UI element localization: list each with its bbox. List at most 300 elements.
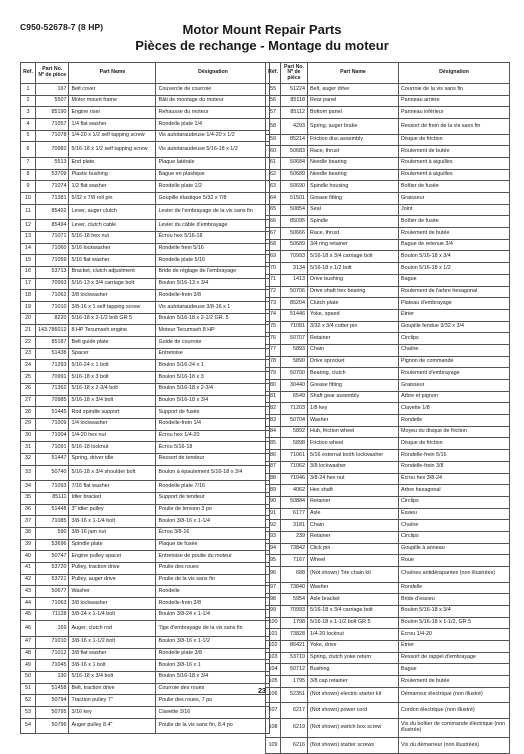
designation-cell: Clavette 1/8: [399, 403, 510, 415]
ref-cell: 98: [266, 594, 281, 606]
designation-cell: Graisseur: [399, 193, 510, 205]
designation-cell: Rondelle-frein 3/8: [399, 461, 510, 473]
table-row: [266, 321, 510, 333]
designation-cell: Couvercle de courroie: [156, 84, 270, 96]
table-row: [266, 629, 510, 641]
table-row: [266, 403, 510, 415]
part-no-cell: 85492: [36, 204, 69, 220]
designation-cell: Boulon 3/8-16 x 1-1/2: [156, 636, 270, 648]
ref-cell: 92: [266, 520, 281, 532]
part-no-cell: 6549: [281, 391, 308, 403]
ref-cell: 107: [266, 703, 281, 719]
part-no-cell: 70993: [281, 251, 308, 263]
ref-cell: 31: [21, 442, 36, 454]
part-name-cell: 5/16-18 x 1/2 self tapping screw: [69, 142, 156, 158]
part-name-cell: Lever, auger clutch: [69, 204, 156, 220]
part-name-cell: Motor mount frame: [69, 95, 156, 107]
part-no-cell: 71057: [36, 119, 69, 131]
part-no-cell: 50794: [36, 695, 69, 707]
header-part-no: Part No. Nº de pièce: [281, 63, 308, 84]
part-name-cell: 5/16-18 x 3/4 shoulder bolt: [69, 465, 156, 481]
part-name-cell: Spring, driver idle: [69, 453, 156, 465]
table-row: [21, 527, 270, 539]
part-no-cell: 5890: [281, 356, 308, 368]
designation-cell: Poulie des roues: [156, 562, 270, 574]
designation-cell: Boulon 5/16-18 x 3/4: [399, 251, 510, 263]
header-designation: Désignation: [156, 63, 270, 84]
part-no-cell: 85494: [36, 220, 69, 232]
part-name-cell: Spindle plate: [69, 539, 156, 551]
part-name-cell: Rod spindle support: [69, 407, 156, 419]
ref-cell: 95: [266, 555, 281, 567]
table-row: [21, 313, 270, 325]
part-no-cell: 71059: [36, 255, 69, 267]
ref-cell: 74: [266, 309, 281, 321]
part-name-cell: Spring, auger brake: [308, 119, 399, 135]
table-row: [21, 465, 270, 481]
designation-cell: Support de tendeur: [156, 492, 270, 504]
designation-cell: Courroie des roues: [156, 683, 270, 695]
ref-cell: 18: [21, 290, 36, 302]
designation-cell: Moyeu du disque de friction: [399, 426, 510, 438]
part-name-cell: Belt, auger drive: [308, 84, 399, 96]
table-row: [266, 286, 510, 298]
ref-cell: 15: [21, 255, 36, 267]
part-name-cell: Yoke, drive: [308, 640, 399, 652]
ref-cell: 70: [266, 263, 281, 275]
part-name-cell: Click pin: [308, 543, 399, 555]
designation-cell: Bague de retenue 3/4: [399, 239, 510, 251]
part-no-cell: 143.786012: [36, 325, 69, 337]
part-no-cell: 85112: [281, 107, 308, 119]
part-name-cell: 5/16-18 x 3/4 bolt: [69, 395, 156, 407]
designation-cell: Roue: [399, 555, 510, 567]
ref-cell: 109: [266, 738, 281, 754]
designation-cell: Rondelle plate 3/8: [156, 648, 270, 660]
part-name-cell: 3/8 lockwasher: [69, 290, 156, 302]
designation-cell: Cordon électrique (non illustré): [399, 703, 510, 719]
table-row: [266, 344, 510, 356]
ref-cell: 20: [21, 313, 36, 325]
part-no-cell: 1798: [281, 617, 308, 629]
table-row: [266, 119, 510, 135]
ref-cell: 36: [21, 504, 36, 516]
part-no-cell: 50707: [281, 333, 308, 345]
table-row: [266, 703, 510, 719]
designation-cell: Vis autotaraudeuse 3/8-16 x 1: [156, 302, 270, 314]
part-no-cell: 53709: [36, 169, 69, 181]
table-row: [266, 496, 510, 508]
table-row: [21, 621, 270, 637]
table-row: [266, 461, 510, 473]
designation-cell: Goupille à anneau: [399, 543, 510, 555]
designation-cell: Bâti de montage du moteur: [156, 95, 270, 107]
parts-table-left: [20, 62, 270, 734]
table-row: [21, 84, 270, 96]
designation-cell: Plaque de fusée: [156, 539, 270, 551]
designation-cell: Rondelle plate 5/16: [156, 255, 270, 267]
part-no-cell: 50884: [281, 496, 308, 508]
part-name-cell: Belt, traction drive: [69, 683, 156, 695]
designation-cell: Rondelle frein 5/16: [156, 243, 270, 255]
part-no-cell: 71203: [281, 403, 308, 415]
ref-cell: 71: [266, 274, 281, 286]
part-no-cell: 53696: [36, 539, 69, 551]
designation-cell: Moteur Tecumseh 8 HP: [156, 325, 270, 337]
table-row: [266, 181, 510, 193]
part-no-cell: 50706: [281, 286, 308, 298]
designation-cell: Clavette 3/16: [156, 707, 270, 719]
ref-cell: 51: [21, 683, 36, 695]
ref-cell: 10: [21, 193, 36, 205]
ref-cell: 73: [266, 298, 281, 310]
table-row: [266, 738, 510, 754]
part-name-cell: Bottom panel: [308, 107, 399, 119]
header-ref: Réf.: [266, 63, 281, 84]
designation-cell: Ressort de frein de la vis sans fin: [399, 119, 510, 135]
table-row: [266, 426, 510, 438]
table-row: [266, 146, 510, 158]
designation-cell: Bride d'essieu: [399, 594, 510, 606]
table-row: [266, 567, 510, 583]
part-name-cell: 5/16-18 x 3 bolt: [69, 372, 156, 384]
part-name-cell: Bushing: [308, 664, 399, 676]
designation-cell: Écrou hex 5/16-18: [156, 231, 270, 243]
part-no-cell: 71045: [36, 660, 69, 672]
ref-cell: 32: [21, 453, 36, 465]
part-name-cell: (Not shown) power cord: [308, 703, 399, 719]
designation-cell: Rondelle plate 7/16: [156, 481, 270, 493]
table-row: [21, 430, 270, 442]
ref-cell: 99: [266, 605, 281, 617]
part-no-cell: 85214: [281, 134, 308, 146]
table-row: [21, 442, 270, 454]
designation-cell: Boulon 3/8-24 x 1-1/4: [156, 609, 270, 621]
table-row: [266, 543, 510, 555]
ref-cell: 39: [21, 539, 36, 551]
part-name-cell: 3/8 lockwasher: [308, 461, 399, 473]
part-name-cell: Washer: [69, 586, 156, 598]
part-no-cell: 51224: [281, 84, 308, 96]
part-name-cell: 3/8-16 x 1 self tapping screw: [69, 302, 156, 314]
table-row: [21, 609, 270, 621]
part-no-cell: 85187: [36, 337, 69, 349]
designation-cell: Panneau inférieur: [399, 107, 510, 119]
designation-cell: Boulon 3/8-16 x 1: [156, 660, 270, 672]
table-row: [21, 107, 270, 119]
part-no-cell: 53720: [36, 562, 69, 574]
table-row: [266, 356, 510, 368]
part-no-cell: 51446: [281, 309, 308, 321]
ref-cell: 50: [21, 671, 36, 683]
part-name-cell: Retainer: [308, 496, 399, 508]
designation-cell: Rondelle-frein 5/16: [399, 450, 510, 462]
table-row: [266, 333, 510, 345]
part-no-cell: 50712: [281, 664, 308, 676]
part-name-cell: Pulley, traction drive: [69, 562, 156, 574]
ref-cell: 81: [266, 391, 281, 403]
table-row: [21, 169, 270, 181]
table-row: [266, 251, 510, 263]
ref-cell: 46: [21, 621, 36, 637]
part-no-cell: 5507: [36, 95, 69, 107]
designation-cell: Rondelle: [399, 415, 510, 427]
part-no-cell: 51458: [36, 683, 69, 695]
part-no-cell: 71063: [36, 598, 69, 610]
ref-cell: 17: [21, 278, 36, 290]
part-name-cell: Spacer: [69, 348, 156, 360]
designation-cell: Graisseur: [399, 380, 510, 392]
designation-cell: Boulon 5/16-18 x 2-3/4: [156, 383, 270, 395]
designation-cell: Courroie de la vis sans fin: [399, 84, 510, 96]
model-number: C950-52678-7 (8 HP): [20, 22, 104, 32]
designation-cell: Entretoise de poulie du moteur: [156, 551, 270, 563]
part-name-cell: 5/32 x 7/8 roll pin: [69, 193, 156, 205]
table-row: [21, 348, 270, 360]
part-no-cell: 50689: [281, 169, 308, 181]
part-name-cell: Belt cover: [69, 84, 156, 96]
part-name-cell: 5/16-18 x 3/4 bolt: [69, 671, 156, 683]
part-no-cell: 73828: [281, 629, 308, 641]
ref-cell: 45: [21, 609, 36, 621]
part-no-cell: 5898: [281, 438, 308, 450]
table-row: [21, 636, 270, 648]
part-no-cell: 51447: [36, 453, 69, 465]
table-row: [21, 204, 270, 220]
designation-cell: Rondelle plate 1/4: [156, 119, 270, 131]
designation-cell: Support de fusée: [156, 407, 270, 419]
part-no-cell: 71004: [36, 430, 69, 442]
part-no-cell: 70991: [36, 372, 69, 384]
ref-cell: 16: [21, 266, 36, 278]
part-no-cell: 50740: [36, 465, 69, 481]
designation-cell: Écrou 3/8-16: [156, 527, 270, 539]
part-name-cell: 1/4 lockwasher: [69, 418, 156, 430]
designation-cell: Rondelle-frein 1/4: [156, 418, 270, 430]
part-name-cell: (Not shown) switch box screw: [308, 718, 399, 738]
part-no-cell: 5513: [36, 157, 69, 169]
table-row: [266, 95, 510, 107]
part-no-cell: 6217: [281, 703, 308, 719]
ref-cell: 106: [266, 687, 281, 703]
part-no-cell: 70985: [36, 395, 69, 407]
designation-cell: Boîtier de fusée: [399, 216, 510, 228]
ref-cell: 91: [266, 508, 281, 520]
table-row: [266, 555, 510, 567]
ref-cell: 72: [266, 286, 281, 298]
designation-cell: Roulement de butée: [399, 676, 510, 688]
designation-cell: Levier du câble d'embrayage: [156, 220, 270, 232]
table-row: [21, 142, 270, 158]
table-row: [266, 664, 510, 676]
part-no-cell: 50796: [36, 718, 69, 734]
part-name-cell: Pulley, auger drive: [69, 574, 156, 586]
table-row: [266, 438, 510, 450]
table-row: [21, 492, 270, 504]
designation-cell: Pignon de commande: [399, 356, 510, 368]
part-name-cell: 3/8-16 x 1 bolt: [69, 660, 156, 672]
ref-cell: 85: [266, 438, 281, 450]
designation-cell: Chaîne: [399, 520, 510, 532]
table-row: [21, 718, 270, 734]
designation-cell: Panneau arrière: [399, 95, 510, 107]
ref-cell: 7: [21, 157, 36, 169]
part-no-cell: 71062: [36, 290, 69, 302]
part-name-cell: Retainer: [308, 531, 399, 543]
ref-cell: 33: [21, 465, 36, 481]
ref-cell: 25: [21, 372, 36, 384]
part-name-cell: 7/16 flat washer: [69, 481, 156, 493]
part-name-cell: (Not shown) electric starter kit: [308, 687, 399, 703]
ref-cell: 67: [266, 228, 281, 240]
table-row: [21, 574, 270, 586]
designation-cell: Boulon 5/16-18 x 3/4: [156, 395, 270, 407]
designation-cell: Circlips: [399, 531, 510, 543]
ref-cell: 22: [21, 337, 36, 349]
designation-cell: Étrier: [399, 309, 510, 321]
part-name-cell: 5/16-18 x 2-3/4 bolt: [69, 383, 156, 395]
designation-cell: Guide de courroie: [156, 337, 270, 349]
part-no-cell: 50854: [281, 204, 308, 216]
table-row: [21, 551, 270, 563]
ref-cell: 59: [266, 134, 281, 146]
table-row: [266, 450, 510, 462]
table-row: [266, 485, 510, 497]
ref-cell: 90: [266, 496, 281, 508]
part-name-cell: 3/8 cap retainer: [308, 676, 399, 688]
part-name-cell: 5/16-18 x 1-1/2 bolt GR 5: [308, 617, 399, 629]
part-name-cell: Plastic bushing: [69, 169, 156, 181]
designation-cell: Ressort de rappel d'embrayage: [399, 652, 510, 664]
table-row: [266, 309, 510, 321]
ref-cell: 27: [21, 395, 36, 407]
table-row: [21, 418, 270, 430]
table-row: [266, 676, 510, 688]
part-name-cell: Grease fitting: [308, 380, 399, 392]
ref-cell: 61: [266, 157, 281, 169]
part-no-cell: 5893: [281, 344, 308, 356]
part-no-cell: 130: [36, 671, 69, 683]
table-row: [21, 220, 270, 232]
part-no-cell: 52351: [281, 687, 308, 703]
part-no-cell: 1413: [281, 274, 308, 286]
part-name-cell: Hub, friction wheel: [308, 426, 399, 438]
part-name-cell: 3/8-16 jam nut: [69, 527, 156, 539]
ref-cell: 55: [266, 84, 281, 96]
table-row: [21, 660, 270, 672]
ref-cell: 12: [21, 220, 36, 232]
designation-cell: Bague en plastique: [156, 169, 270, 181]
part-name-cell: 5/16-18 locknut: [69, 442, 156, 454]
part-no-cell: 5954: [281, 594, 308, 606]
table-row: [21, 278, 270, 290]
header-part-no: Part No. Nº de pièce: [36, 63, 69, 84]
part-name-cell: Retainer: [308, 333, 399, 345]
part-no-cell: 70993: [281, 605, 308, 617]
table-row: [21, 481, 270, 493]
designation-cell: Boulon 5/16-18 x 3/4: [399, 605, 510, 617]
ref-cell: 43: [21, 586, 36, 598]
table-row: [266, 391, 510, 403]
part-no-cell: 1795: [281, 676, 308, 688]
part-no-cell: 85118: [281, 95, 308, 107]
part-name-cell: Friction wheel: [308, 438, 399, 450]
designation-cell: Boulon à épaulement 5/16-18 x 3/4: [156, 465, 270, 481]
ref-cell: 68: [266, 239, 281, 251]
ref-cell: 97: [266, 582, 281, 594]
part-name-cell: Wheel: [308, 555, 399, 567]
ref-cell: 49: [21, 660, 36, 672]
designation-cell: Écrou hex 3/8-24: [399, 473, 510, 485]
part-no-cell: 30440: [281, 380, 308, 392]
header-part-name: Part Name: [69, 63, 156, 84]
part-no-cell: 85190: [36, 107, 69, 119]
part-name-cell: Needle bearing: [308, 157, 399, 169]
title-french: Pièces de rechange - Montage du moteur: [135, 38, 389, 53]
designation-cell: Écrou 1/4-20: [399, 629, 510, 641]
part-name-cell: 1/4 flat washer: [69, 119, 156, 131]
part-name-cell: 8 HP Tecumseh engine: [69, 325, 156, 337]
table-row: [266, 263, 510, 275]
part-name-cell: 5/16-24 x 1 bolt: [69, 360, 156, 372]
part-no-cell: 71061: [281, 450, 308, 462]
part-no-cell: 73840: [281, 582, 308, 594]
designation-cell: Roulement de butée: [399, 228, 510, 240]
part-name-cell: Rear panel: [308, 95, 399, 107]
part-no-cell: 71046: [281, 473, 308, 485]
part-name-cell: Axle bracket: [308, 594, 399, 606]
part-no-cell: 8220: [36, 313, 69, 325]
part-no-cell: 50700: [281, 368, 308, 380]
part-name-cell: 3/8 lockwasher: [69, 598, 156, 610]
ref-cell: 21: [21, 325, 36, 337]
ref-cell: 28: [21, 407, 36, 419]
part-no-cell: 50690: [281, 181, 308, 193]
part-no-cell: 6219: [281, 718, 308, 738]
table-header-row: [21, 63, 270, 84]
part-name-cell: 5/16-18 x 2-1/2 bolt GR 5: [69, 313, 156, 325]
ref-cell: 3: [21, 107, 36, 119]
table-row: [21, 407, 270, 419]
part-name-cell: 1/4-20 locknut: [308, 629, 399, 641]
table-row: [21, 181, 270, 193]
ref-cell: 58: [266, 119, 281, 135]
table-row: [21, 586, 270, 598]
part-name-cell: Washer: [308, 582, 399, 594]
table-row: [21, 95, 270, 107]
designation-cell: Démarreur électrique (non illustré): [399, 687, 510, 703]
part-name-cell: 3/8-24 x 1-1/4 bolt: [69, 609, 156, 621]
part-name-cell: Traction pulley 7": [69, 695, 156, 707]
ref-cell: 102: [266, 640, 281, 652]
ref-cell: 47: [21, 636, 36, 648]
part-no-cell: 590: [36, 527, 69, 539]
ref-cell: 2: [21, 95, 36, 107]
part-no-cell: 71381: [36, 193, 69, 205]
table-row: [21, 598, 270, 610]
ref-cell: 24: [21, 360, 36, 372]
table-row: [266, 107, 510, 119]
table-row: [266, 216, 510, 228]
designation-cell: Étrier: [399, 640, 510, 652]
part-no-cell: 50689: [281, 239, 308, 251]
table-row: [266, 531, 510, 543]
table-row: [266, 582, 510, 594]
table-row: [21, 325, 270, 337]
part-name-cell: 5/16 flat washer: [69, 255, 156, 267]
table-row: [266, 617, 510, 629]
designation-cell: Plaque latérale: [156, 157, 270, 169]
